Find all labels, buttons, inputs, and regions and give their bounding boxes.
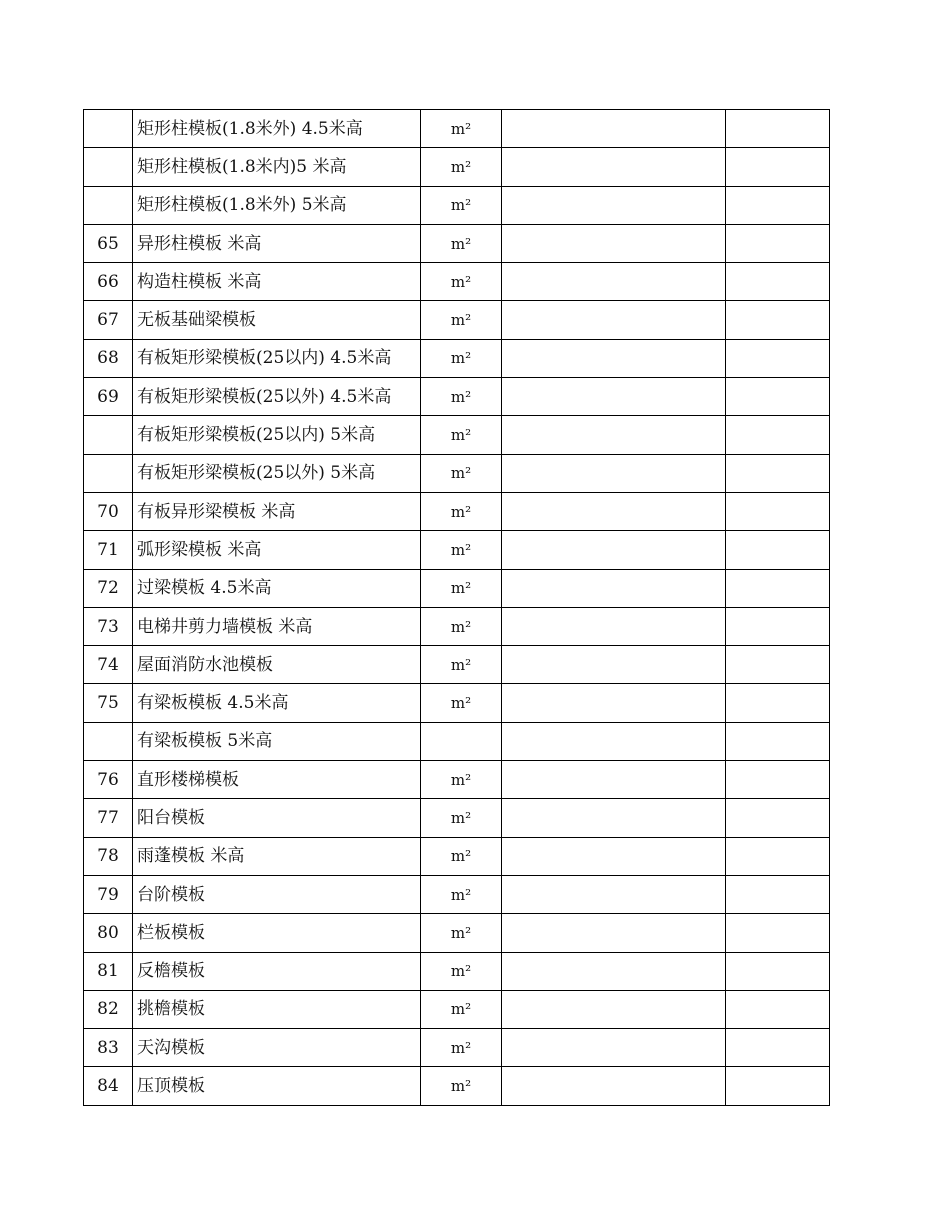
quantity-cell[interactable] [502, 1067, 726, 1105]
item-number-cell [84, 722, 133, 760]
item-name-cell: 阳台模板 [133, 799, 421, 837]
table-row [84, 837, 830, 875]
remark-cell[interactable] [726, 301, 830, 339]
unit-cell: m² [421, 186, 502, 224]
unit-cell: m² [421, 799, 502, 837]
item-name-cell: 有板异形梁模板 米高 [133, 492, 421, 530]
remark-cell[interactable] [726, 1067, 830, 1105]
item-name-cell: 过梁模板 4.5米高 [133, 569, 421, 607]
unit-cell: m² [421, 263, 502, 301]
item-number-cell: 82 [84, 990, 133, 1028]
quantity-cell[interactable] [502, 914, 726, 952]
item-name-cell: 台阶模板 [133, 875, 421, 913]
item-number-cell: 70 [84, 492, 133, 530]
item-name-cell: 矩形柱模板(1.8米内)5 米高 [133, 148, 421, 186]
quantity-cell[interactable] [502, 492, 726, 530]
item-number-cell: 73 [84, 607, 133, 645]
item-number-cell [84, 110, 133, 148]
table-row [84, 263, 830, 301]
item-name-cell: 有梁板模板 4.5米高 [133, 684, 421, 722]
remark-cell[interactable] [726, 799, 830, 837]
item-name-cell: 异形柱模板 米高 [133, 224, 421, 262]
item-number-cell: 77 [84, 799, 133, 837]
table-row [84, 761, 830, 799]
item-name-cell: 天沟模板 [133, 1029, 421, 1067]
item-number-cell [84, 416, 133, 454]
item-number-cell: 84 [84, 1067, 133, 1105]
table-row [84, 531, 830, 569]
item-number-cell: 83 [84, 1029, 133, 1067]
table-row [84, 1029, 830, 1067]
remark-cell[interactable] [726, 646, 830, 684]
item-number-cell: 71 [84, 531, 133, 569]
item-number-cell: 65 [84, 224, 133, 262]
quantity-cell[interactable] [502, 378, 726, 416]
table-row [84, 301, 830, 339]
item-name-cell: 电梯井剪力墙模板 米高 [133, 607, 421, 645]
quantity-cell[interactable] [502, 454, 726, 492]
item-number-cell: 80 [84, 914, 133, 952]
item-number-cell: 67 [84, 301, 133, 339]
unit-cell: m² [421, 990, 502, 1028]
item-number-cell: 79 [84, 875, 133, 913]
remark-cell[interactable] [726, 148, 830, 186]
quantity-cell[interactable] [502, 569, 726, 607]
unit-cell: m² [421, 148, 502, 186]
item-name-cell: 有板矩形梁模板(25以内) 5米高 [133, 416, 421, 454]
remark-cell[interactable] [726, 531, 830, 569]
unit-cell: m² [421, 416, 502, 454]
quantity-cell[interactable] [502, 1029, 726, 1067]
unit-cell: m² [421, 875, 502, 913]
remark-cell[interactable] [726, 492, 830, 530]
unit-cell: m² [421, 339, 502, 377]
item-name-cell: 无板基础梁模板 [133, 301, 421, 339]
remark-cell[interactable] [726, 110, 830, 148]
unit-cell: m² [421, 837, 502, 875]
table-row [84, 492, 830, 530]
item-name-cell: 弧形梁模板 米高 [133, 531, 421, 569]
unit-cell: m² [421, 454, 502, 492]
item-name-cell: 直形楼梯模板 [133, 761, 421, 799]
remark-cell[interactable] [726, 990, 830, 1028]
table-row [84, 378, 830, 416]
quantity-cell[interactable] [502, 186, 726, 224]
quantity-cell[interactable] [502, 761, 726, 799]
table-row [84, 684, 830, 722]
unit-cell: m² [421, 492, 502, 530]
quantity-cell[interactable] [502, 531, 726, 569]
unit-cell: m² [421, 1067, 502, 1105]
quantity-cell[interactable] [502, 799, 726, 837]
remark-cell[interactable] [726, 761, 830, 799]
remark-cell[interactable] [726, 837, 830, 875]
item-name-cell: 有梁板模板 5米高 [133, 722, 421, 760]
unit-cell: m² [421, 761, 502, 799]
unit-cell [421, 722, 502, 760]
unit-cell: m² [421, 110, 502, 148]
item-number-cell: 66 [84, 263, 133, 301]
table-row [84, 110, 830, 148]
table-row [84, 186, 830, 224]
item-number-cell: 75 [84, 684, 133, 722]
table-row [84, 224, 830, 262]
remark-cell[interactable] [726, 454, 830, 492]
item-number-cell: 72 [84, 569, 133, 607]
item-number-cell [84, 148, 133, 186]
remark-cell[interactable] [726, 875, 830, 913]
table-row [84, 722, 830, 760]
spreadsheet-page [83, 109, 829, 1106]
remark-cell[interactable] [726, 914, 830, 952]
table-row [84, 454, 830, 492]
quantity-cell[interactable] [502, 416, 726, 454]
item-name-cell: 栏板模板 [133, 914, 421, 952]
quantity-cell[interactable] [502, 646, 726, 684]
quantity-cell[interactable] [502, 684, 726, 722]
unit-cell: m² [421, 531, 502, 569]
item-name-cell: 构造柱模板 米高 [133, 263, 421, 301]
remark-cell[interactable] [726, 1029, 830, 1067]
item-name-cell: 屋面消防水池模板 [133, 646, 421, 684]
table-row [84, 339, 830, 377]
remark-cell[interactable] [726, 569, 830, 607]
remark-cell[interactable] [726, 952, 830, 990]
remark-cell[interactable] [726, 339, 830, 377]
unit-cell: m² [421, 607, 502, 645]
unit-cell: m² [421, 684, 502, 722]
table-row [84, 799, 830, 837]
item-name-cell: 雨蓬模板 米高 [133, 837, 421, 875]
quantity-cell[interactable] [502, 301, 726, 339]
item-name-cell: 矩形柱模板(1.8米外) 5米高 [133, 186, 421, 224]
unit-cell: m² [421, 569, 502, 607]
item-name-cell: 反檐模板 [133, 952, 421, 990]
table-row [84, 875, 830, 913]
unit-cell: m² [421, 1029, 502, 1067]
item-number-cell: 68 [84, 339, 133, 377]
unit-cell: m² [421, 646, 502, 684]
item-name-cell: 压顶模板 [133, 1067, 421, 1105]
item-number-cell [84, 186, 133, 224]
quantity-cell[interactable] [502, 952, 726, 990]
quantity-table [83, 109, 830, 1106]
item-name-cell: 有板矩形梁模板(25以内) 4.5米高 [133, 339, 421, 377]
quantity-cell[interactable] [502, 148, 726, 186]
quantity-cell[interactable] [502, 990, 726, 1028]
table-body [84, 110, 830, 1106]
item-number-cell: 69 [84, 378, 133, 416]
item-name-cell: 挑檐模板 [133, 990, 421, 1028]
item-number-cell: 78 [84, 837, 133, 875]
item-number-cell: 76 [84, 761, 133, 799]
remark-cell[interactable] [726, 684, 830, 722]
quantity-cell[interactable] [502, 110, 726, 148]
table-row [84, 148, 830, 186]
remark-cell[interactable] [726, 607, 830, 645]
remark-cell[interactable] [726, 186, 830, 224]
remark-cell[interactable] [726, 378, 830, 416]
remark-cell[interactable] [726, 722, 830, 760]
quantity-cell[interactable] [502, 263, 726, 301]
item-number-cell: 81 [84, 952, 133, 990]
remark-cell[interactable] [726, 224, 830, 262]
remark-cell[interactable] [726, 416, 830, 454]
table-row [84, 1067, 830, 1105]
item-number-cell: 74 [84, 646, 133, 684]
unit-cell: m² [421, 914, 502, 952]
unit-cell: m² [421, 952, 502, 990]
table-row [84, 952, 830, 990]
table-row [84, 569, 830, 607]
table-row [84, 416, 830, 454]
item-name-cell: 有板矩形梁模板(25以外) 4.5米高 [133, 378, 421, 416]
unit-cell: m² [421, 378, 502, 416]
unit-cell: m² [421, 301, 502, 339]
quantity-cell[interactable] [502, 607, 726, 645]
quantity-cell[interactable] [502, 875, 726, 913]
item-name-cell: 矩形柱模板(1.8米外) 4.5米高 [133, 110, 421, 148]
quantity-cell[interactable] [502, 339, 726, 377]
quantity-cell[interactable] [502, 837, 726, 875]
item-number-cell [84, 454, 133, 492]
item-name-cell: 有板矩形梁模板(25以外) 5米高 [133, 454, 421, 492]
remark-cell[interactable] [726, 263, 830, 301]
table-row [84, 607, 830, 645]
quantity-cell[interactable] [502, 224, 726, 262]
table-row [84, 914, 830, 952]
quantity-cell[interactable] [502, 722, 726, 760]
unit-cell: m² [421, 224, 502, 262]
table-row [84, 990, 830, 1028]
table-row [84, 646, 830, 684]
